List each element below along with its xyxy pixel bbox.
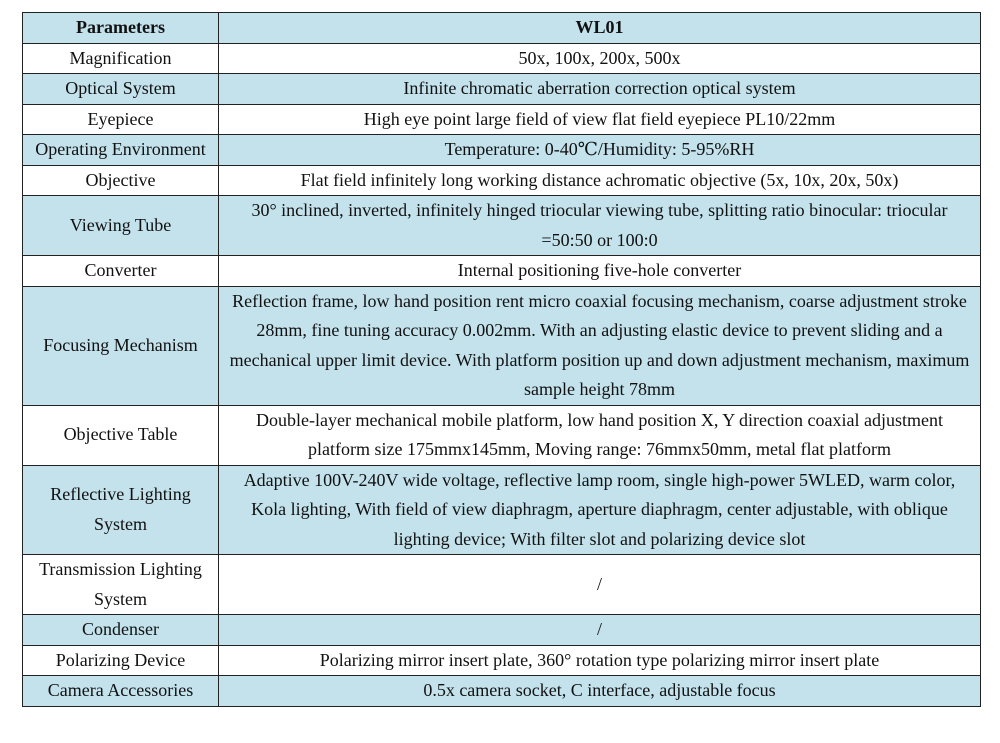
parameter-value: 30° inclined, inverted, infinitely hinged triocular viewing tube, splitting ratio binocular: triocular =50:50 or 100:0 (219, 196, 981, 256)
parameter-name: Converter (23, 256, 219, 287)
parameter-value: / (219, 615, 981, 646)
parameter-value: 0.5x camera socket, C interface, adjustable focus (219, 676, 981, 707)
header-model: WL01 (219, 13, 981, 44)
table-row (23, 676, 981, 707)
table-row (23, 135, 981, 166)
table-row (23, 256, 981, 287)
spec-table (22, 12, 981, 707)
parameter-name: Eyepiece (23, 104, 219, 135)
parameter-value: Infinite chromatic aberration correction optical system (219, 74, 981, 105)
table-row (23, 555, 981, 615)
parameter-value: High eye point large field of view flat field eyepiece PL10/22mm (219, 104, 981, 135)
table-row (23, 286, 981, 405)
parameter-name: Magnification (23, 43, 219, 74)
table-row (23, 104, 981, 135)
parameter-name: Polarizing Device (23, 645, 219, 676)
parameter-value: Reflection frame, low hand position rent micro coaxial focusing mechanism, coarse adjustment stroke 28mm, fine tuning accuracy 0.002mm. With an adjusting elastic device to prevent sliding and a mechanical upper limit device. With platform position up and down adjustment mechanism, maximum sample height 78mm (219, 286, 981, 405)
parameter-value: Double-layer mechanical mobile platform, low hand position X, Y direction coaxial adjustment platform size 175mmx145mm, Moving range: 76mmx50mm, metal flat platform (219, 405, 981, 465)
parameter-name: Reflective Lighting System (23, 465, 219, 555)
table-row (23, 615, 981, 646)
parameter-name: Viewing Tube (23, 196, 219, 256)
table-row (23, 74, 981, 105)
spec-body (23, 43, 981, 706)
parameter-name: Objective Table (23, 405, 219, 465)
parameter-value: Flat field infinitely long working distance achromatic objective (5x, 10x, 20x, 50x) (219, 165, 981, 196)
table-row (23, 165, 981, 196)
parameter-name: Operating Environment (23, 135, 219, 166)
table-row (23, 465, 981, 555)
table-row (23, 196, 981, 256)
table-row (23, 405, 981, 465)
parameter-name: Camera Accessories (23, 676, 219, 707)
parameter-name: Objective (23, 165, 219, 196)
parameter-name: Transmission Lighting System (23, 555, 219, 615)
table-row (23, 645, 981, 676)
parameter-value: Temperature: 0-40℃/Humidity: 5-95%RH (219, 135, 981, 166)
header-row (23, 13, 981, 44)
parameter-value: Internal positioning five-hole converter (219, 256, 981, 287)
parameter-value: 50x, 100x, 200x, 500x (219, 43, 981, 74)
parameter-name: Condenser (23, 615, 219, 646)
parameter-value: / (219, 555, 981, 615)
parameter-value: Polarizing mirror insert plate, 360° rotation type polarizing mirror insert plate (219, 645, 981, 676)
parameter-name: Optical System (23, 74, 219, 105)
parameter-name: Focusing Mechanism (23, 286, 219, 405)
header-parameters: Parameters (23, 13, 219, 44)
table-row (23, 43, 981, 74)
parameter-value: Adaptive 100V-240V wide voltage, reflective lamp room, single high-power 5WLED, warm color, Kola lighting, With field of view diaphragm, aperture diaphragm, center adjustable, with oblique lighting device; With filter slot and polarizing device slot (219, 465, 981, 555)
